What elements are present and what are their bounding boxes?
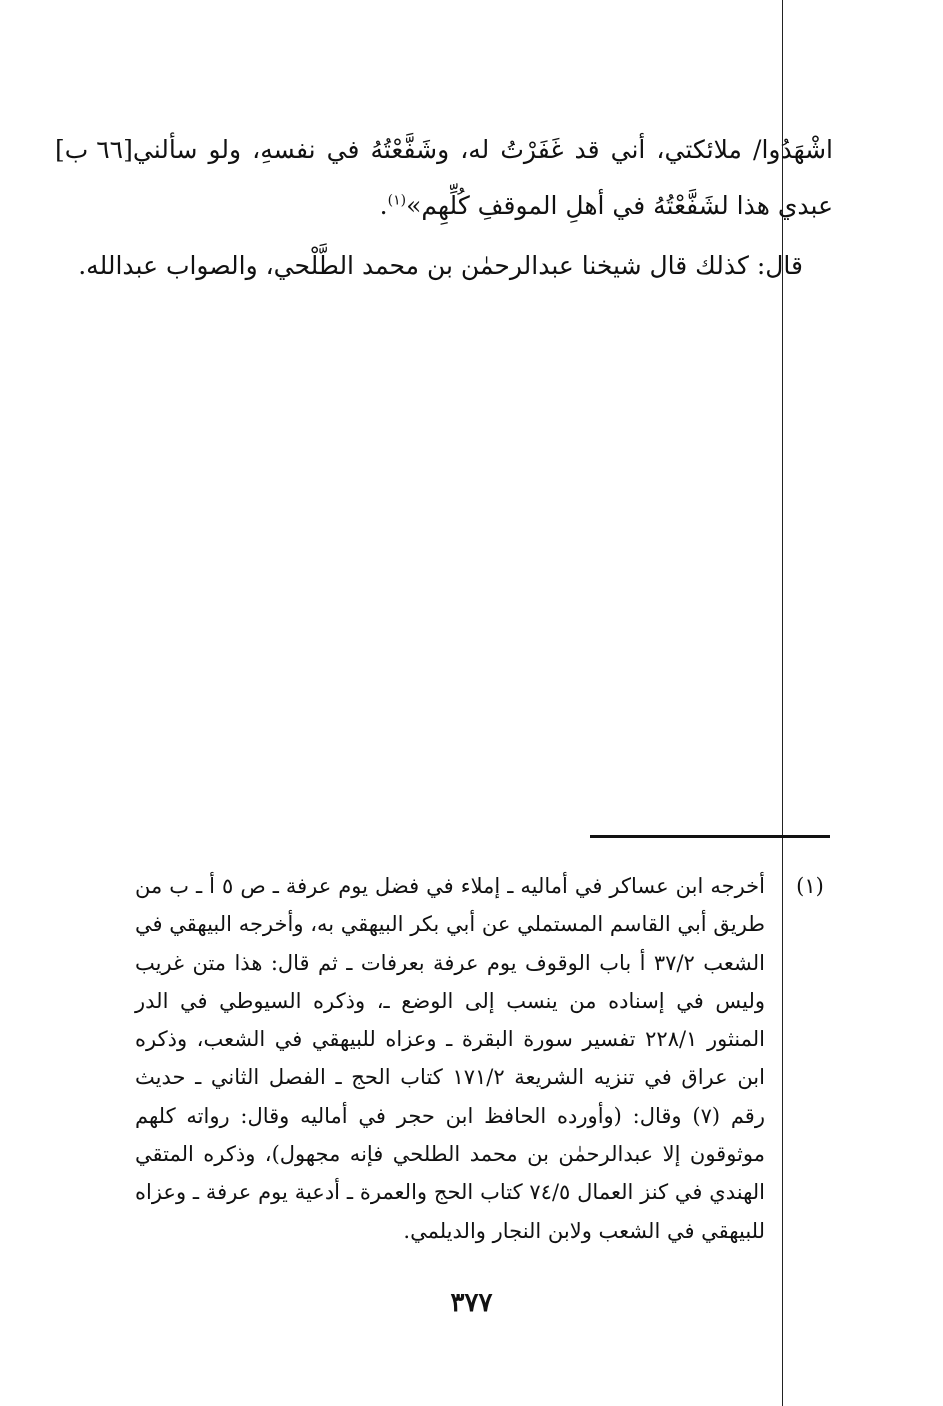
footnote-number: (١) xyxy=(796,874,824,898)
page-number: ٣٧٧ xyxy=(450,1288,493,1318)
footnote xyxy=(135,867,835,1250)
paragraph-1-text-end: عبدي هذا لشَفَّعْتُهُ في أهلِ الموقفِ كُلِّهِم» xyxy=(406,191,833,220)
margin-reference: [٦٦ ب] xyxy=(55,135,133,164)
paragraph-1-text: اشْهَدُوا/ ملائكتي، أني قد غَفَرْتُ له، وشَفَّعْتُهُ في نفسهِ، ولو سألني xyxy=(132,135,833,164)
paragraph-2: قال: كذلك قال شيخنا عبدالرحمٰن بن محمد الطَّلْحي، والصواب عبدالله. xyxy=(78,251,803,280)
footnote-separator xyxy=(590,835,830,838)
footnote-reference[interactable]: (١) xyxy=(387,192,407,209)
main-text xyxy=(55,122,833,294)
footnote-text: أخرجه ابن عساكر في أماليه ـ إملاء في فضل يوم عرفة ـ ص ٥ أ ـ ب من طريق أبي القاسم المستملي عن أبي بكر البيهقي به، وأخرجه البيهقي في الشعب ٣٧/٢ أ باب الوقوف يوم عرفة بعرفات ـ ثم قال: هذا متن غريب وليس في إسناده من ينسب إلى الوضع ـ، وذكره السيوطي في الدر المنثور ٢٢٨/١ تفسير سورة البقرة ـ وعزاه للبيهقي في الشعب، وذكره ابن عراق في تنزيه الشريعة ١٧١/٢ كتاب الحج ـ الفصل الثاني ـ حديث رقم (٧) وقال: (وأورده الحافظ ابن حجر في أماليه وقال: رواته كلهم موثوقون إلا عبدالرحمٰن بن محمد الطلحي فإنه مجهول)، وذكره المتقي الهندي في كنز العمال ٧٤/٥ كتاب الحج والعمرة ـ أدعية يوم عرفة ـ وعزاه للبيهقي في الشعب ولابن النجار والديلمي. xyxy=(135,874,765,1243)
paragraph-1-tail: . xyxy=(379,191,388,220)
paragraph-1 xyxy=(55,122,833,234)
